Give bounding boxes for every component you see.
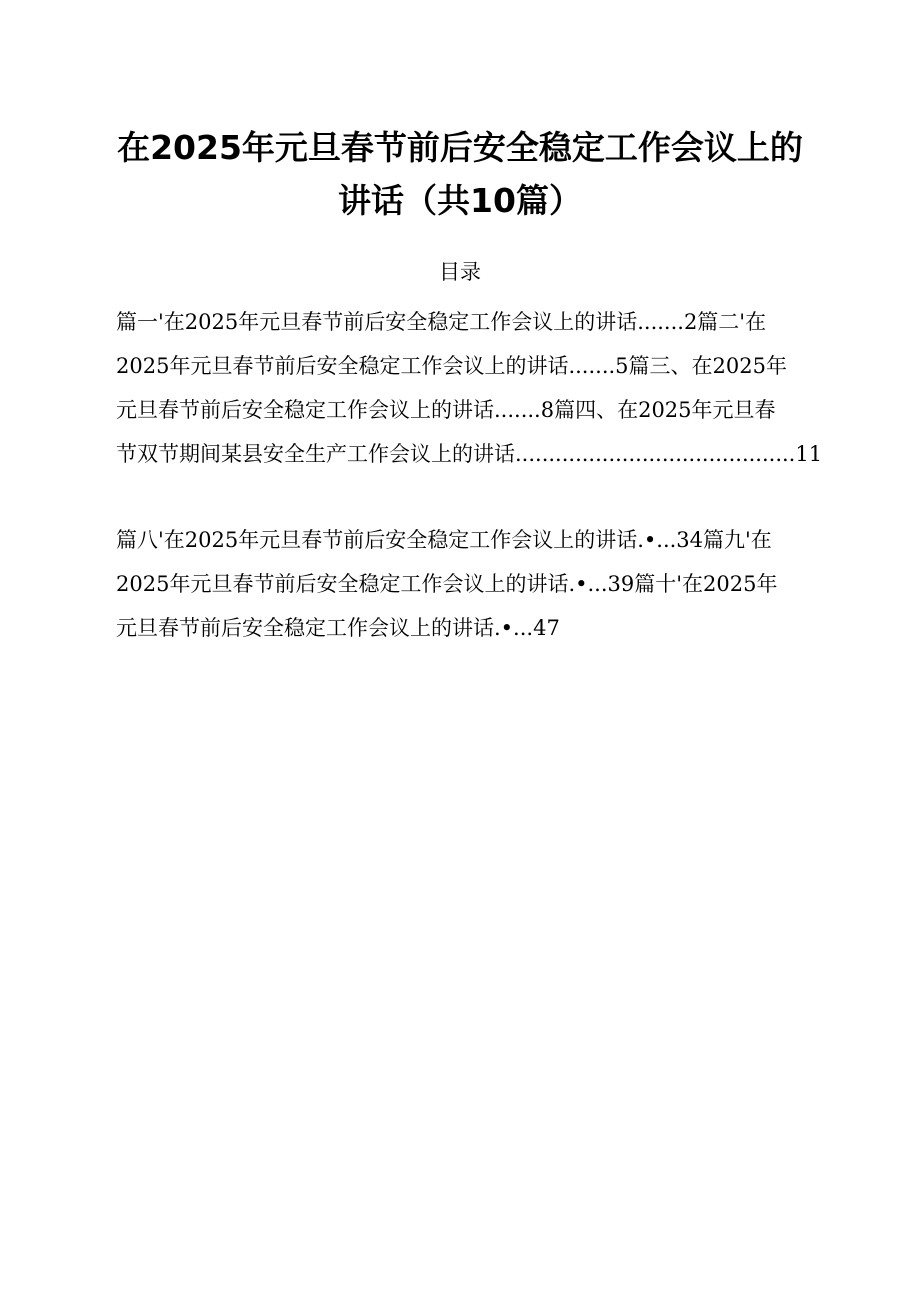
- toc-line: 2025年元旦春节前后安全稳定工作会议上的讲话.•...39篇十'在2025年: [116, 572, 778, 596]
- toc-line: 2025年元旦春节前后安全稳定工作会议上的讲话.......5篇三、在2025年: [116, 354, 787, 378]
- document-title-line-1: 在2025年元旦春节前后安全稳定工作会议上的: [117, 128, 803, 167]
- toc-line: 元旦春节前后安全稳定工作会议上的讲话.......8篇四、在2025年元旦春: [116, 398, 776, 422]
- toc-line: 篇八'在2025年元旦春节前后安全稳定工作会议上的讲话.•...34篇九'在: [116, 528, 772, 552]
- toc-heading: 目录: [439, 260, 481, 284]
- document-title-line-2: 讲话（共10篇）: [338, 181, 582, 220]
- toc-line: 篇一'在2025年元旦春节前后安全稳定工作会议上的讲话.......2篇二'在: [116, 310, 767, 334]
- toc-line: 元旦春节前后安全稳定工作会议上的讲话.•...47: [116, 616, 560, 640]
- toc-line: 节双节期间某县安全生产工作会议上的讲话..........................................11: [116, 442, 823, 466]
